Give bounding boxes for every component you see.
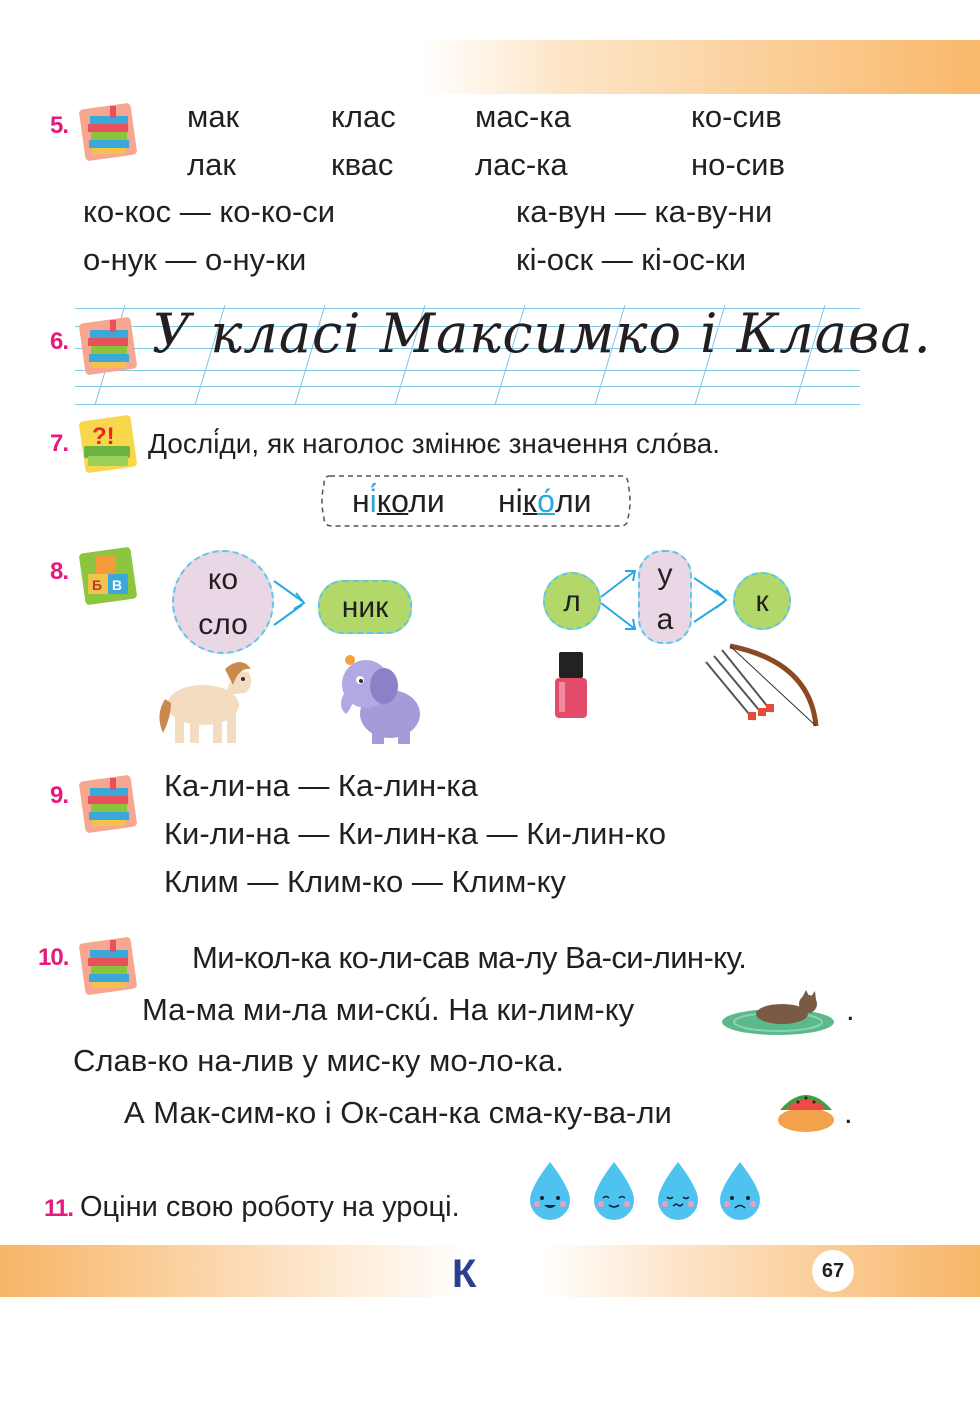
sentence: Слав-ко на-лив у мис-ку мо-ло-ка.: [73, 1043, 565, 1078]
publisher-logo: К: [452, 1252, 477, 1296]
letters: ко: [376, 483, 409, 519]
smiling-drop-icon[interactable]: [590, 1160, 638, 1222]
page-number: 67: [812, 1250, 854, 1292]
word-pair: о-нук — о-ну-ки: [83, 242, 307, 277]
word-pair: ка-вун — ка-ву-ни: [516, 194, 773, 229]
name-forms-line: Ка-ли-на — Ка-лин-ка: [164, 768, 478, 803]
cat-on-rug-picture: [720, 990, 838, 1036]
syllable-bubble: [172, 550, 274, 654]
sentence-end: .: [844, 1095, 853, 1130]
elephant-picture: [332, 650, 432, 746]
name-forms-line: Ки-ли-на — Ки-лин-ка — Ки-лин-ко: [164, 816, 666, 851]
sentence: Ма-ма ми-ла ми-скú. На ки-лим-ку: [142, 992, 635, 1027]
book-stack-icon: [76, 772, 142, 838]
letters: ні: [498, 483, 523, 519]
happy-drop-icon[interactable]: [526, 1160, 574, 1222]
sentence: Ми-кол-ка ко-ли-сав ма-лу Ва-си-лин-ку.: [192, 940, 747, 975]
syllable-bubble: ник: [318, 580, 412, 634]
letter-bubble: [638, 550, 692, 644]
watermelon-picture: [776, 1086, 836, 1134]
svg-text:В: В: [112, 577, 123, 593]
word-pair: ко-кос — ко-ко-си: [83, 194, 336, 229]
arrows: [272, 575, 318, 631]
letter: а: [656, 603, 674, 636]
sentence: А Мак-сим-ко і Ок-сан-ка сма-ку-ва-ли: [124, 1095, 672, 1130]
exercise-number: 6.: [50, 328, 69, 355]
letter: у: [657, 558, 673, 591]
stressed-vowel: і́: [369, 483, 377, 519]
abc-blocks-icon: [76, 544, 142, 610]
letter-bubble: к: [733, 572, 791, 630]
word: но-сив: [691, 147, 785, 182]
letters: н: [352, 483, 370, 519]
word-pair: кі-оск — кі-ос-ки: [516, 242, 747, 277]
instruction-text: Дослі́ди, як наголос змінює значення сло́ва.: [148, 428, 720, 459]
arrows: [597, 565, 641, 635]
letter-stack: [657, 552, 674, 642]
pony-picture: [155, 655, 260, 747]
stress-word-2: [498, 483, 591, 520]
syllable-stack: [198, 557, 248, 647]
letter-bubble: л: [543, 572, 601, 630]
book-stack-icon: [76, 100, 142, 166]
letters: ли: [554, 483, 592, 519]
self-assessment-text: Оціни свою роботу на уроці.: [80, 1191, 460, 1223]
book-stack-icon: [76, 934, 142, 1000]
exercise-number: 8.: [50, 558, 69, 585]
arrows: [690, 572, 734, 628]
letters: к: [522, 483, 538, 519]
name-forms-line: Клим — Клим-ко — Клим-ку: [164, 864, 566, 899]
exercise-number: 5.: [50, 112, 69, 139]
word: ко-сив: [691, 99, 782, 134]
bow-arrows-picture: [700, 642, 824, 730]
svg-text:?!: ?!: [92, 423, 115, 450]
sad-drop-icon[interactable]: [716, 1160, 764, 1222]
neutral-drop-icon[interactable]: [654, 1160, 702, 1222]
exercise-number: 10.: [38, 944, 69, 971]
word: клас: [331, 99, 396, 134]
word: лак: [187, 147, 236, 182]
letters: ли: [408, 483, 445, 519]
word: мак: [187, 99, 240, 134]
sentence-end: .: [846, 992, 855, 1027]
handwriting-sentence: У класі Максимко і Клава.: [152, 302, 932, 365]
question-book-icon: [76, 412, 142, 478]
stress-word-1: [352, 483, 445, 520]
book-stack-icon: [76, 314, 142, 380]
svg-text:Б: Б: [92, 577, 103, 593]
exercise-number: 7.: [50, 430, 69, 457]
word: квас: [331, 147, 394, 182]
exercise-number: 11.: [44, 1195, 74, 1222]
syllable: сло: [198, 608, 248, 641]
word: лас-ка: [475, 147, 568, 182]
word: мас-ка: [475, 99, 571, 134]
nail-polish-picture: [553, 652, 589, 718]
exercise-number: 9.: [50, 782, 69, 809]
stressed-vowel: о́: [537, 483, 555, 519]
top-decor-band: [420, 40, 980, 94]
syllable: ко: [207, 563, 239, 596]
